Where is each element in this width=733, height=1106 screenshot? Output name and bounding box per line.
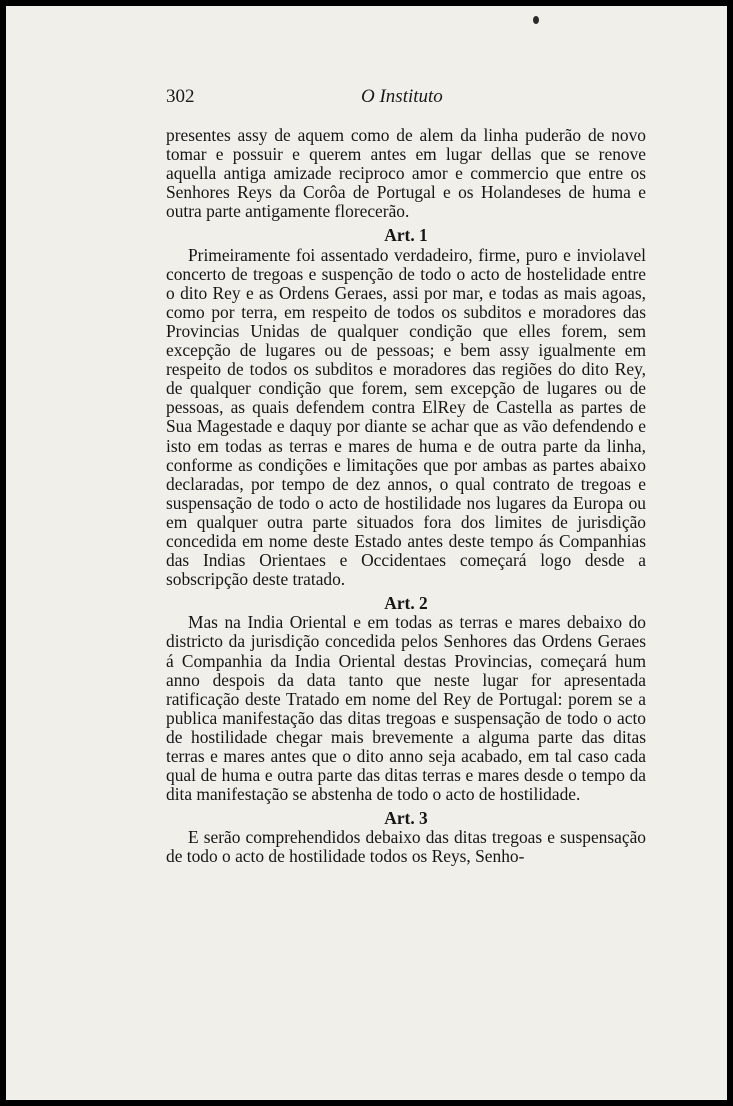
page-number: 302	[166, 86, 195, 107]
article-3-text: E serão comprehendidos debaixo das ditas tregoas e suspensação de todo o acto de hostilidade todos os Reys, Senho-	[166, 827, 646, 867]
article-3-heading: Art. 3	[384, 808, 428, 829]
page-header	[6, 86, 727, 112]
ink-spot	[533, 16, 539, 24]
running-title: O Instituto	[361, 86, 443, 107]
article-1-text: Primeiramente foi assentado verdadeiro, firme, puro e inviolavel concerto de tregoas e suspenção de todo o acto de hostelidade entre o dito Rey e as Ordens Geraes, assi por mar, e todas as mais agoas, como por terra, em respeito de todos os subditos e moradores das Provincias Unidas de qualquer condição que elles forem, sem excepção de lugares ou de pessoas; e bem assy igualmente em respeito de todos os subditos e moradores das regiões do dito Rey, de qualquer condição que forem, sem excepção de lugares ou de pessoas, as quais defendem contra ElRey de Castella as partes de Sua Magestade e daquy por diante se achar que as vão defendendo e isto em todas as terras e mares de huma e de outra parte da linha, conforme as condições e limitações que por ambas as partes abaixo declaradas, por tempo de dez annos, o qual contrato de tregoas e suspensação de todo o acto de hostilidade nos lugares da Europa ou em qualquer outra parte situados fora dos limites de jurisdição concedida em nome deste Estado antes deste tempo ás Companhias das Indias Orientaes e Occidentaes começará logo desde a sobscripção deste tratado.	[166, 244, 646, 590]
article-1-heading: Art. 1	[384, 225, 428, 246]
intro-paragraph: presentes assy de aquem como de alem da linha puderão de novo tomar e possuir e querem antes em lugar dellas que se renove aquella antiga amizade reciproco amor e commercio que entre os Senhores Reys da Corôa de Portugal e os Holandeses de huma e outra parte antigamente florecerão.	[166, 125, 646, 222]
article-2-heading: Art. 2	[384, 593, 428, 614]
body-text	[166, 126, 646, 867]
article-2-text: Mas na India Oriental e em todas as terras e mares debaixo do districto da jurisdição concedida pelos Senhores das Ordens Geraes á Companhia da India Oriental destas Provincias, começará hum anno despois da data tanto que neste lugar for apresentada ratificação deste Tratado em nome del Rey de Portugal: porem se a publica manifestação das ditas tregoas e suspensação de todo o acto de hostilidade chegar mais brevemente a alguma parte das ditas terras e mares antes que o dito anno seja acabado, em tal caso cada qual de huma e outra parte das ditas terras e mares desde o tempo da dita manifestação se abstenha de todo o acto de hostilidade.	[166, 612, 646, 805]
scanned-page	[6, 6, 727, 1100]
